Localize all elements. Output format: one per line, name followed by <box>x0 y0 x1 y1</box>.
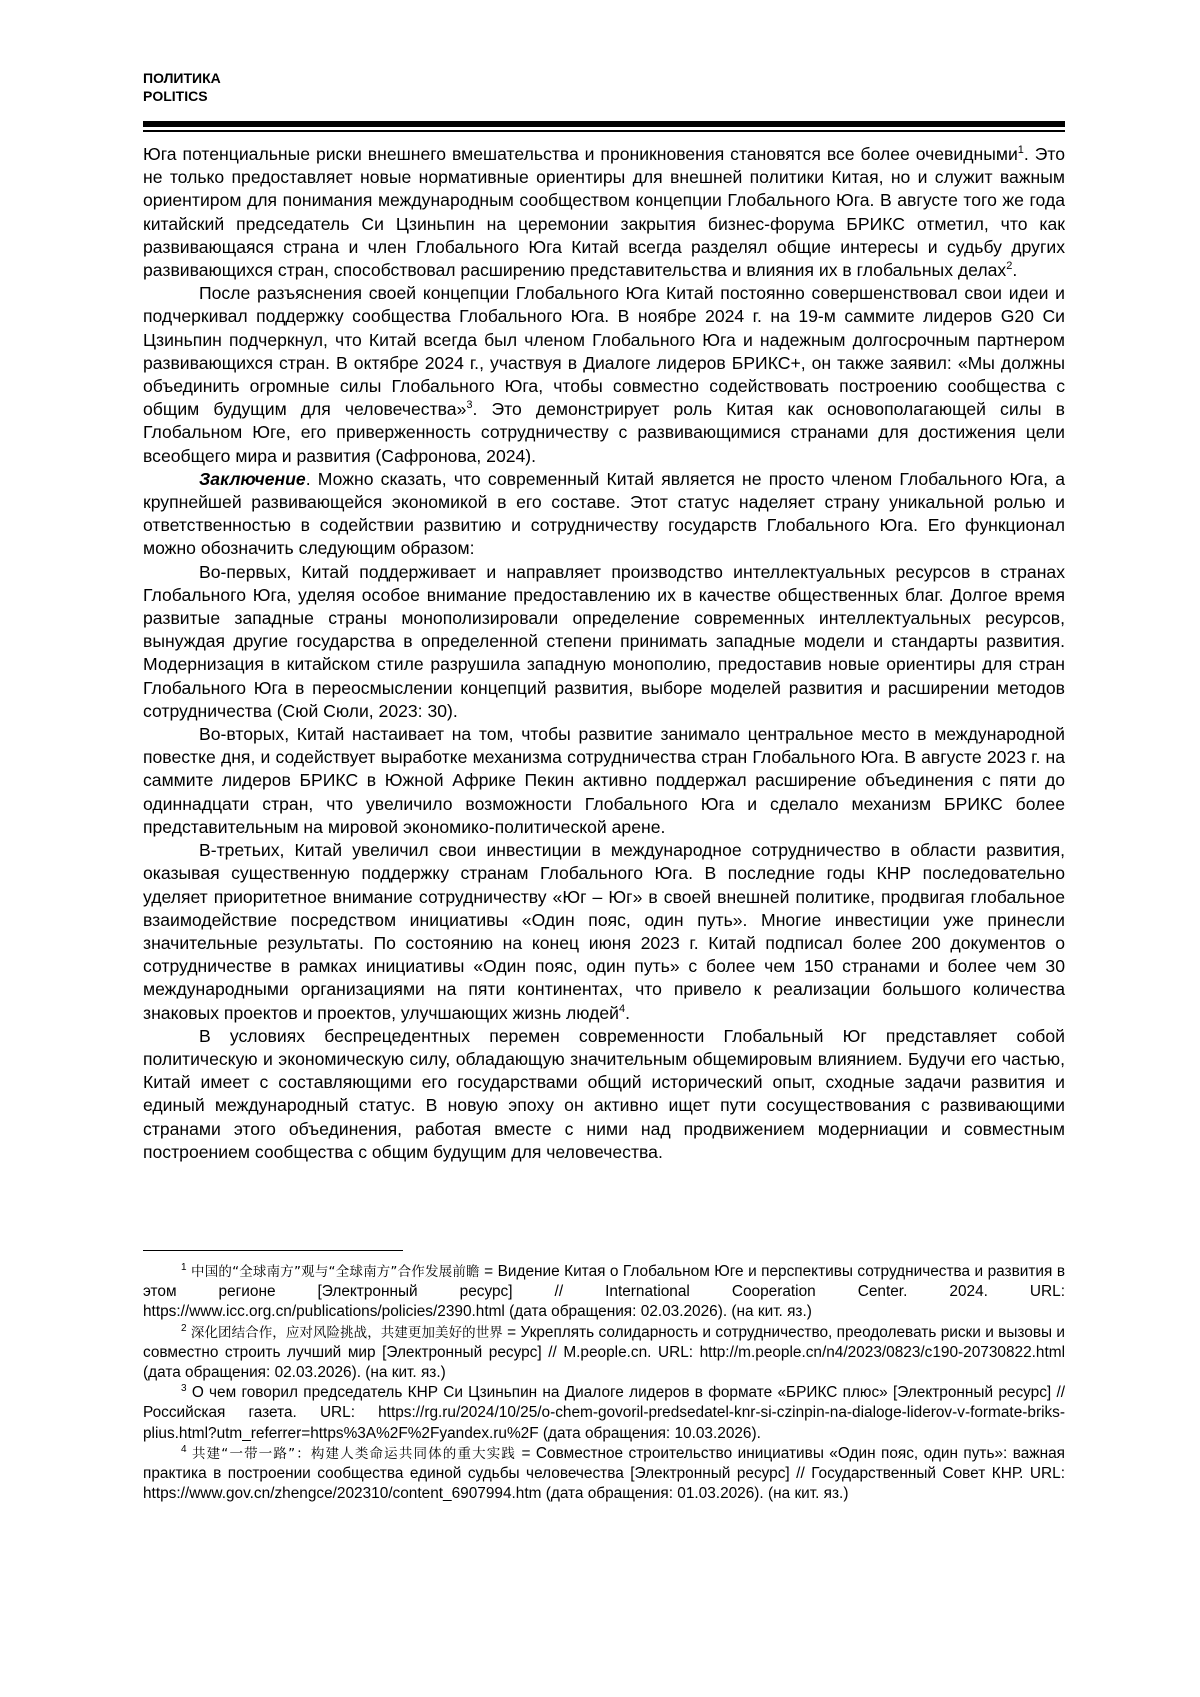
footnote-ref-2[interactable]: 2 <box>1006 260 1013 273</box>
footnote-number: 2 <box>181 1322 187 1334</box>
article-body <box>143 143 1065 1164</box>
footnote-ref-1[interactable]: 1 <box>1017 144 1024 156</box>
footnote-cjk-title: 中国的“全球南方”观与“全球南方”合作发展前瞻 <box>191 1264 480 1280</box>
footnote-cjk-title: 共建“一带一路”：构建人类命运共同体的重大实践 <box>192 1445 517 1462</box>
footnote <box>143 1444 1065 1505</box>
section-title-en: POLITICS <box>143 88 208 104</box>
paragraph: В условиях беспрецедентных перемен современности Глобальный Юг представляет собой политическую и экономическую силу, обладающую значительным общемировым влиянием. Будучи его частью, Китай имеет с составляющими его государствами общий исторический опыт, сходные задачи развития и единый международный статус. В новую эпоху он активно ищет пути сосуществования с развивающими странами этого объединения, работая вместе с ними над продвижением модерниации и совместным построением сообщества с общим будущим для человечества. <box>143 1025 1065 1162</box>
paragraph-conclusion: Заключение. Можно сказать, что современный Китай является не просто членом Глобального Юга, а крупнейшей развивающейся экономикой в его составе. Этот статус наделяет страну уникальной ролью и ответственностью в содействии развитию и сотрудничеству государств Глобального Юга. Его функционал можно обозначить следующим образом: <box>143 468 1065 559</box>
conclusion-heading: Заключение <box>199 468 306 489</box>
paragraph: После разъяснения своей концепции Глобального Юга Китай постоянно совершенствовал свои идеи и подчеркивал поддержку сообщества Глобального Юга. В ноябре 2024 г. на 19-м саммите лидеров G20 Си Цзиньпин подчеркнул, что Китай всегда был членом Глобального Юга и надежным долгосрочным партнером развивающихся стран. В октябре 2024 г., участвуя в Диалоге лидеров БРИКС+, он также заявил: «Мы должны объединить огромные силы Глобального Юга, чтобы совместно содействовать построению сообщества с общим будущим для человечества»$^3$. Это демонстрирует роль Китая как основополагающей силы в Глобальном Юге, его приверженность сотрудничеству с развивающимися странами для достижения цели всеобщего мира и развития (Сафронова, 2024). <box>143 283 1065 466</box>
paragraph: Во-первых, Китай поддерживает и направляет производство интеллектуальных ресурсов в странах Глобального Юга, уделяя особое внимание предоставлению их в качестве общественных благ. Долгое время развитые западные страны монополизировали определение современных интеллектуальных ресурсов, вынуждая другие государства в определенной степени принимать западные модели и стандарты развития. Модернизация в китайском стиле разрушила западную монополию, предоставив новые ориентиры для стран Глобального Юга в переосмыслении концепций развития, выборе моделей развития и расширении методов сотрудничества (Сюй Сюли, 2023: 30). <box>143 561 1065 721</box>
footnote-text: = Совместное строительство инициативы «Один пояс, один путь»: важная практика в построении сообщества единой судьбы человечества [Электронный ресурс] // Государственный Совет КНР. URL: https://www.gov.cn/zhengce/202310/content_6907994.htm (дата обращения: 01.03.2026). (на кит. яз.) <box>143 1444 1065 1503</box>
footnote-number: 4 <box>181 1443 187 1455</box>
paragraph: Юга потенциальные риски внешнего вмешательства и проникновения становятся все более очевидными$^1$. Это не только предоставляет новые нормативные ориентиры для внешней политики Китая, но и служит важным ориентиром для понимания международным сообществом концепции Глобального Юга. В августе того же года китайский председатель Си Цзиньпин на церемонии закрытия бизнес-форума БРИКС отметил, что как развивающаяся страна и член Глобального Юга Китай всегда разделял общие интересы и судьбу других развивающихся стран, способствовал расширению представительства и влияния их в глобальных делах$^2$. <box>143 144 1065 281</box>
paragraph: В-третьих, Китай увеличил свои инвестиции в международное сотрудничество в области развития, оказывая существенную поддержку странам Глобального Юга. В последние годы КНР последовательно уделяет приоритетное внимание сотрудничеству «Юг – Юг» в своей внешней политике, продвигая глобальное взаимодействие посредством инициативы «Один пояс, один путь». Многие инвестиции уже принесли значительные результаты. По состоянию на конец июня 2023 г. Китай подписал более 200 документов о сотрудничестве в рамках инициативы «Один пояс, один путь» с более чем 150 странами и более чем 30 международными организациями на пяти континентах, что привело к реализации большого количества знаковых проектов и проектов, улучшающих жизнь людей$^4$. <box>143 840 1065 1023</box>
footnote-ref-4[interactable]: 4 <box>618 1002 626 1015</box>
header-rule <box>143 121 1065 127</box>
footnote-text: = Видение Китая о Глобальном Юге и перспективы сотрудничества и развития в этом регионе [Электронный ресурс] // International Cooperation Center. 2024. URL: https://www.icc.org.cn/publications/policies/2390.html (дата обращения: 02.03.2026). (на кит. яз.) <box>143 1263 1065 1321</box>
footnote-text: = Укреплять солидарность и сотрудничество, преодолевать риски и вызовы и совместно строить лучший мир [Электронный ресурс] // M.people.cn. URL: http://m.people.cn/n4/2023/0823/c190-20730822.html (дата обращения: 02.03.2026). (на кит. яз.) <box>143 1323 1066 1382</box>
footnotes <box>143 1262 1065 1504</box>
footnote-separator <box>143 1250 403 1251</box>
running-header <box>143 69 221 105</box>
footnote <box>143 1323 1065 1384</box>
header-rule-thin <box>143 130 1065 132</box>
footnote-number: 1 <box>181 1262 187 1273</box>
footnote-ref-3[interactable]: 3 <box>466 399 473 412</box>
footnote <box>143 1262 1065 1323</box>
footnote-number: 3 <box>181 1383 187 1395</box>
section-title-ru: ПОЛИТИКА <box>143 70 221 86</box>
footnote-text: О чем говорил председатель КНР Си Цзиньпин на Диалоге лидеров в формате «БРИКС плюс» [Электронный ресурс] // Российская газета. URL: https://rg.ru/2024/10/25/o-chem-govoril-predsedatel-knr-si-czinpin-na-dialoge-liderov-v-formate-briks-plius.html?utm_referrer=https%3A%2F%2Fyandex.ru%2F (дата обращения: 10.03.2026). <box>143 1384 1065 1442</box>
footnote <box>143 1383 1065 1444</box>
paragraph: Во-вторых, Китай настаивает на том, чтобы развитие занимало центральное место в международной повестке дня, и содействует выработке механизма сотрудничества стран Глобального Юга. В августе 2023 г. на саммите лидеров БРИКС в Южной Африке Пекин активно поддержал расширение объединения с пяти до одиннадцати стран, что увеличило возможности Глобального Юга и сделало механизм БРИКС более представительным на мировой экономико-политической арене. <box>143 724 1065 837</box>
footnote-cjk-title: 深化团结合作，应对风险挑战，共建更加美好的世界 <box>190 1324 503 1341</box>
